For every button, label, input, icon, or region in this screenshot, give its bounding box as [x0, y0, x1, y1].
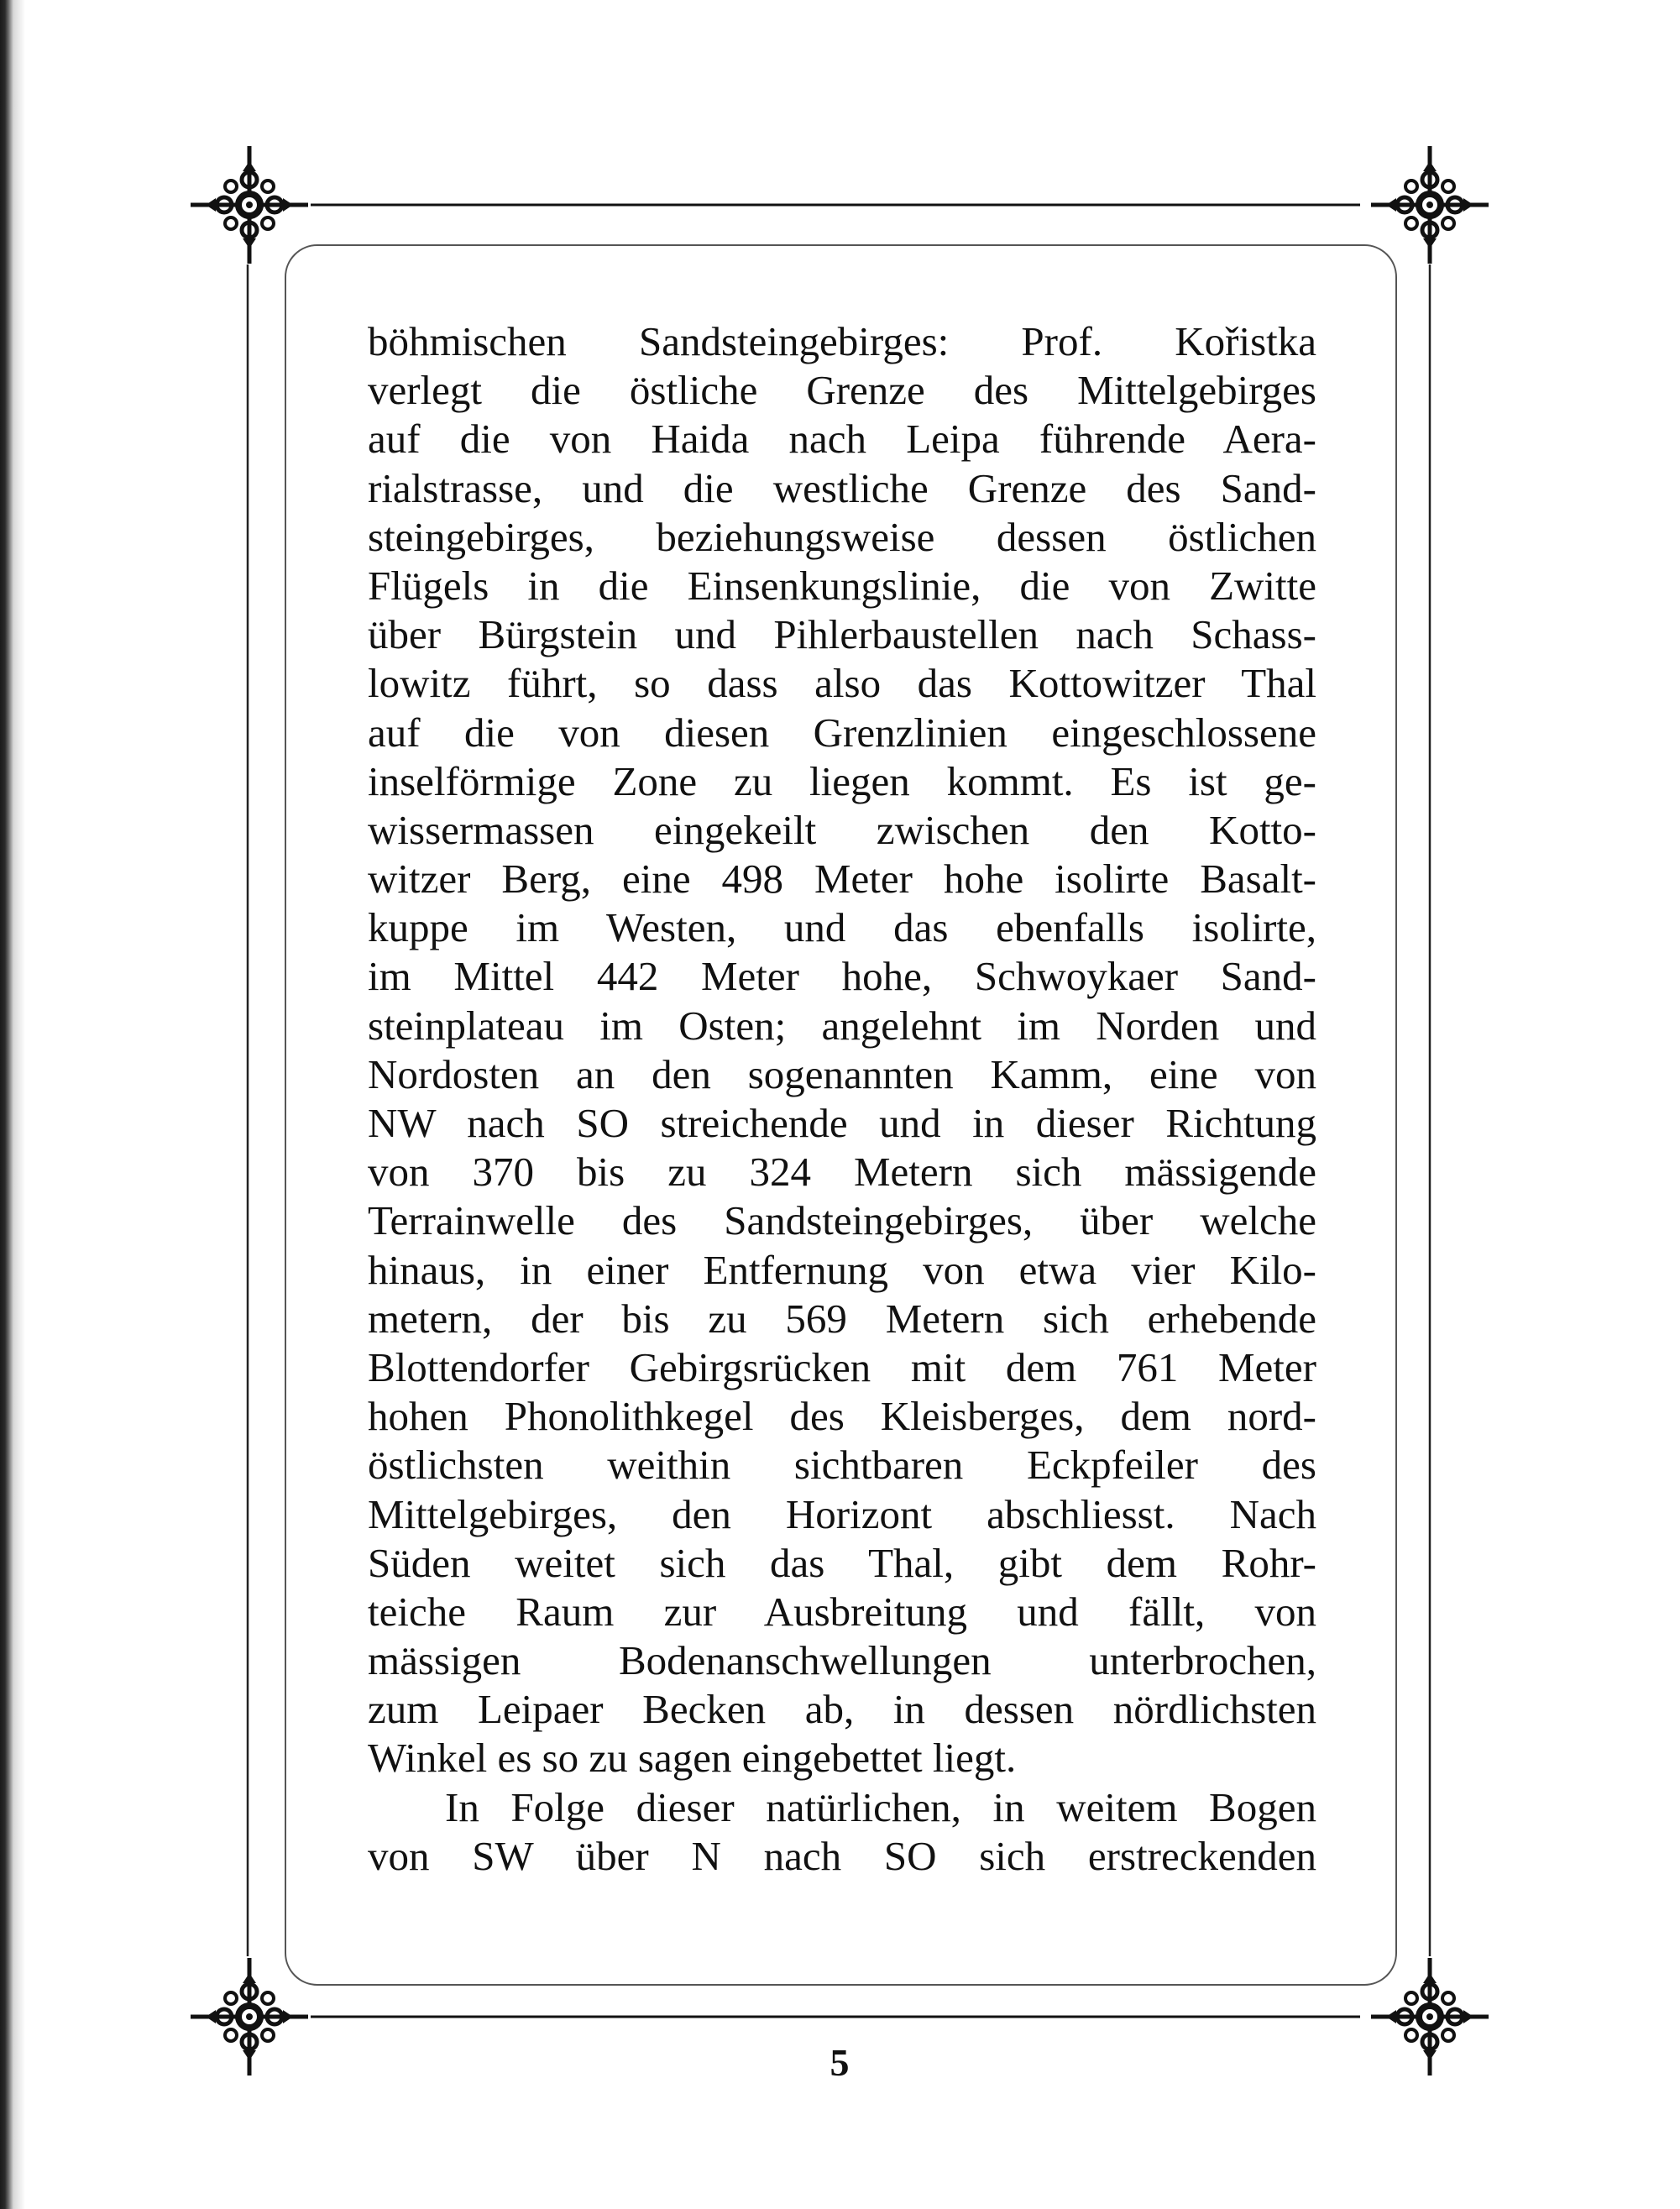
text-line: im Mittel 442 Meter hohe, Schwoykaer Sand- — [368, 953, 1316, 1000]
body-text — [368, 317, 1316, 1913]
text-line: steinplateau im Osten; angelehnt im Norden und — [368, 1002, 1316, 1049]
text-line: metern, der bis zu 569 Metern sich erhebende — [368, 1295, 1316, 1342]
text-line: böhmischen Sandsteingebirges: Prof. Kořistka — [368, 318, 1316, 364]
text-line: inselförmige Zone zu liegen kommt. Es ist ge- — [368, 757, 1316, 804]
text-line: von SW über N nach SO sich erstreckenden — [368, 1832, 1316, 1879]
text-line: NW nach SO streichende und in dieser Richtung — [368, 1100, 1316, 1146]
text-line: witzer Berg, eine 498 Meter hohe isolirte Basalt- — [368, 856, 1316, 903]
text-line: auf die von Haida nach Leipa führende Aera- — [368, 416, 1316, 463]
text-line: Mittelgebirges, den Horizont abschliesst. Nach — [368, 1490, 1316, 1537]
text-line: hohen Phonolithkegel des Kleisberges, dem nord- — [368, 1393, 1316, 1440]
text-line: von 370 bis zu 324 Metern sich mässigende — [368, 1149, 1316, 1196]
text-line: hinaus, in einer Entfernung von etwa vier Kilo- — [368, 1246, 1316, 1293]
text-line: rialstrasse, und die westliche Grenze des Sand- — [368, 464, 1316, 511]
text-line: östlichsten weithin sichtbaren Eckpfeiler des — [368, 1442, 1316, 1489]
text-line: über Bürgstein und Pihlerbaustellen nach Schass- — [368, 611, 1316, 658]
text-line: steingebirges, beziehungsweise dessen östlichen — [368, 513, 1316, 560]
text-line: lowitz führt, so dass also das Kottowitzer Thal — [368, 660, 1316, 707]
page-number: 5 — [830, 2041, 850, 2084]
paragraph-end-line: Winkel es so zu sagen eingebettet liegt. — [368, 1735, 1017, 1782]
text-line: wissermassen eingekeilt zwischen den Kotto- — [368, 806, 1316, 853]
text-line: auf die von diesen Grenzlinien eingeschlossene — [368, 709, 1316, 756]
text-line: zum Leipaer Becken ab, in dessen nördlichsten — [368, 1686, 1316, 1733]
text-line: Blottendorfer Gebirgsrücken mit dem 761 Meter — [368, 1343, 1316, 1390]
text-line: Nordosten an den sogenannten Kamm, eine von — [368, 1050, 1316, 1097]
text-line: kuppe im Westen, und das ebenfalls isolirte, — [368, 904, 1316, 951]
text-line: Flügels in die Einsenkungslinie, die von Zwitte — [368, 562, 1316, 609]
text-line: teiche Raum zur Ausbreitung und fällt, von — [368, 1588, 1316, 1635]
text-line: verlegt die östliche Grenze des Mittelgebirges — [368, 367, 1316, 414]
text-line: Terrainwelle des Sandsteingebirges, über welche — [368, 1197, 1316, 1244]
text-line: Süden weitet sich das Thal, gibt dem Rohr- — [368, 1539, 1316, 1586]
paragraph-start-line: In Folge dieser natürlichen, in weitem Bogen — [445, 1783, 1316, 1830]
text-line: mässigen Bodenanschwellungen unterbrochen, — [368, 1637, 1316, 1684]
